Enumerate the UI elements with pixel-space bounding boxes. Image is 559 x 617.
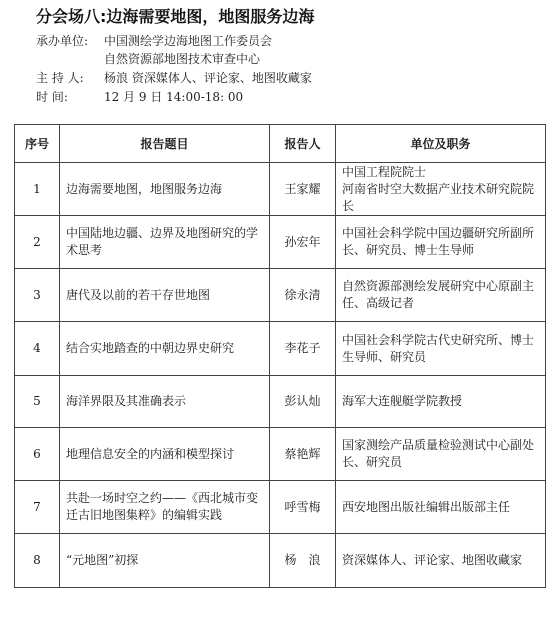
header-org: 单位及职务 <box>336 125 546 163</box>
row-speaker: 孙宏年 <box>270 216 336 269</box>
row-title: 边海需要地图，地图服务边海 <box>60 163 270 216</box>
time-value: 12 月 9 日 14:00-18: 00 <box>104 90 244 104</box>
table-body <box>15 163 546 588</box>
table-row <box>15 481 546 534</box>
row-org: 西安地图出版社编辑出版部主任 <box>336 481 546 534</box>
row-title: 海洋界限及其准确表示 <box>60 376 270 428</box>
organizer-line-2 <box>36 50 260 67</box>
row-title: 地理信息安全的内涵和模型探讨 <box>60 428 270 481</box>
row-seq: 2 <box>15 216 60 269</box>
row-title: “元地图”初探 <box>60 534 270 588</box>
row-seq: 8 <box>15 534 60 588</box>
row-title: 中国陆地边疆、边界及地图研究的学术思考 <box>60 216 270 269</box>
row-speaker: 蔡艳辉 <box>270 428 336 481</box>
row-speaker: 彭认灿 <box>270 376 336 428</box>
row-org: 资深媒体人、评论家、地图收藏家 <box>336 534 546 588</box>
row-seq: 3 <box>15 269 60 322</box>
row-seq: 6 <box>15 428 60 481</box>
time-line <box>36 88 243 105</box>
row-org: 国家测绘产品质量检验测试中心副处长、研究员 <box>336 428 546 481</box>
row-seq: 1 <box>15 163 60 216</box>
row-speaker: 呼雪梅 <box>270 481 336 534</box>
table-row <box>15 376 546 428</box>
host-value: 杨浪 资深媒体人、评论家、地图收藏家 <box>104 71 312 85</box>
row-title: 共赴一场时空之约——《西北城市变迁古旧地图集粹》的编辑实践 <box>60 481 270 534</box>
row-org: 中国工程院院士 河南省时空大数据产业技术研究院院长 <box>336 163 546 216</box>
row-seq: 7 <box>15 481 60 534</box>
row-title: 唐代及以前的若干存世地图 <box>60 269 270 322</box>
row-seq: 4 <box>15 322 60 376</box>
row-speaker: 李花子 <box>270 322 336 376</box>
row-speaker: 杨 浪 <box>270 534 336 588</box>
row-org: 自然资源部测绘发展研究中心原副主任、高级记者 <box>336 269 546 322</box>
table-header-row <box>15 125 546 163</box>
table-row <box>15 269 546 322</box>
table-row <box>15 163 546 216</box>
row-seq: 5 <box>15 376 60 428</box>
row-org: 中国社会科学院古代史研究所、博士生导师、研究员 <box>336 322 546 376</box>
table-row <box>15 216 546 269</box>
table-row <box>15 322 546 376</box>
table-row <box>15 534 546 588</box>
schedule-table <box>14 124 546 588</box>
table-row <box>15 428 546 481</box>
host-line <box>36 69 312 86</box>
row-title: 结合实地踏查的中朝边界史研究 <box>60 322 270 376</box>
organizer-value-2: 自然资源部地图技术审查中心 <box>104 52 261 66</box>
header-speaker: 报告人 <box>270 125 336 163</box>
header-seq: 序号 <box>15 125 60 163</box>
row-org: 中国社会科学院中国边疆研究所副所长、研究员、博士生导师 <box>336 216 546 269</box>
header-title: 报告题目 <box>60 125 270 163</box>
time-label: 时 间: <box>36 90 68 104</box>
page-title: 分会场八:边海需要地图，地图服务边海 <box>36 7 315 26</box>
row-speaker: 徐永清 <box>270 269 336 322</box>
host-label: 主 持 人: <box>36 71 84 85</box>
organizer-value-1: 中国测绘学边海地图工作委员会 <box>104 34 273 48</box>
row-org: 海军大连舰艇学院教授 <box>336 376 546 428</box>
organizer-line-1 <box>36 32 272 49</box>
organizer-label: 承办单位: <box>36 34 89 48</box>
row-speaker: 王家耀 <box>270 163 336 216</box>
